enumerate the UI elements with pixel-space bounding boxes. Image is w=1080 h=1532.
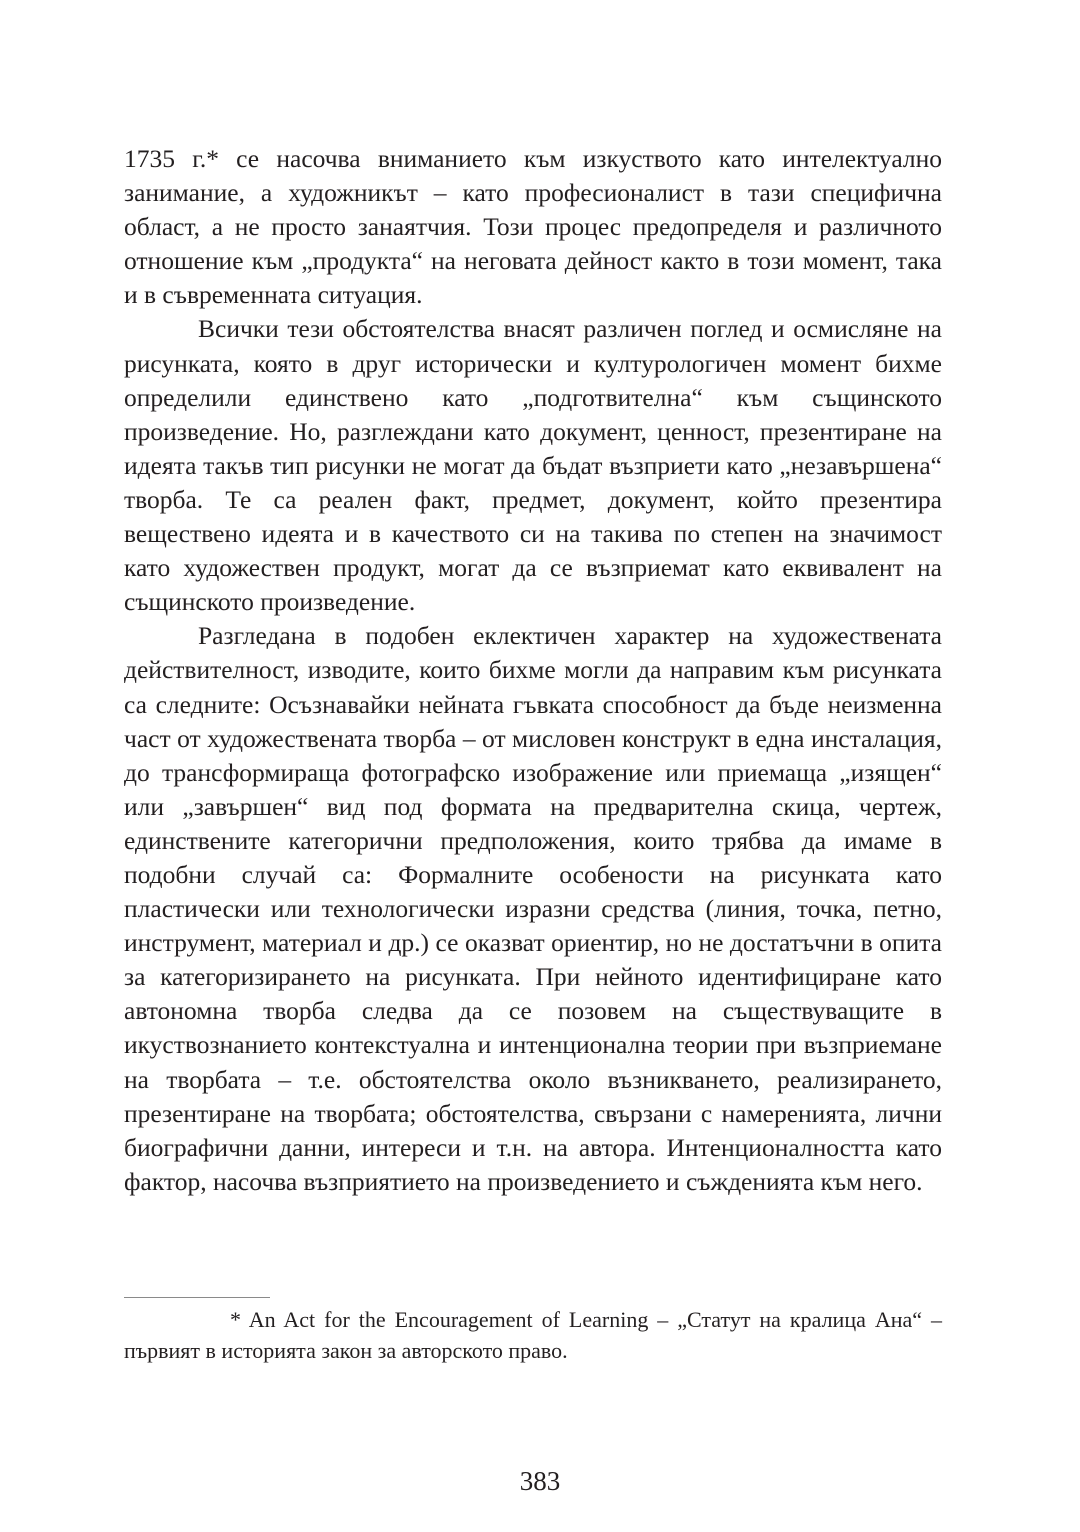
page-number: 383 [519,1466,561,1496]
footnote-separator [124,1297,270,1298]
paragraph: Всички тези обстоятелства внасят различен поглед и осмисляне на рисунката, която в друг исторически и културологичен момент бихме определили единствено като „подготвителна“ към същинското произведение. Но, разглеждани като документ, ценност, презентиране на идеята такъв тип рисунки не могат да бъдат възприети като „незавършена“ творба. Те са реален факт, предмет, документ, който презентира веществено идеята и в качеството си на такива по степен на значимост като художествен продукт, могат да се възприемат като еквивалент на същинското произведение. [124,314,942,617]
paragraph-continuation: 1735 г.* се насочва вниманието към изкуството като интелектуално занимание, а художникът – като професионалист в тази специфична област, а не просто занаятчия. Този процес предопределя и различното отношение към „продукта“ на неговата дейност както в този момент, така и в съвременната ситуация. [124,144,942,310]
footnote: * An Act for the Encouragement of Learning – „Статут на кралица Ана“ – първият в историята закон за авторското право. [124,1307,942,1363]
paragraph: Разгледана в подобен еклектичен характер на художествената действителност, изводите, които бихме могли да направим към рисунката са следните: Осъзнавайки нейната гъвката способност да бъде неизменна част от художествената творба – от мисловен конструкт в една инсталация, до трансформираща фотографско изображение или приемаща „изящен“ или „завършен“ вид под формата на предварителна скица, чертеж, единствените категорични предположения, които трябва да имаме в подобни случай са: Формалните особености на рисунката като пластически или технологически изразни средства (линия, точка, петно, инструмент, материал и др.) се оказват ориентир, но не достатъчни в опита за категоризирането на рисунката. При нейното идентифициране като автономна творба следва да се позовем на съществуващите в икуствознанието контекстуална и интенционална теории при възприемане на творбата – т.е. обстоятелства около възникването, реализирането, презентиране на творбата; обстоятелства, свързани с намеренията, лични биографични данни, интереси и т.н. на автора. Интенционалността като фактор, насочва възприятието на произведението и съжденията към него. [124,621,942,1196]
body-text [124,142,942,1199]
